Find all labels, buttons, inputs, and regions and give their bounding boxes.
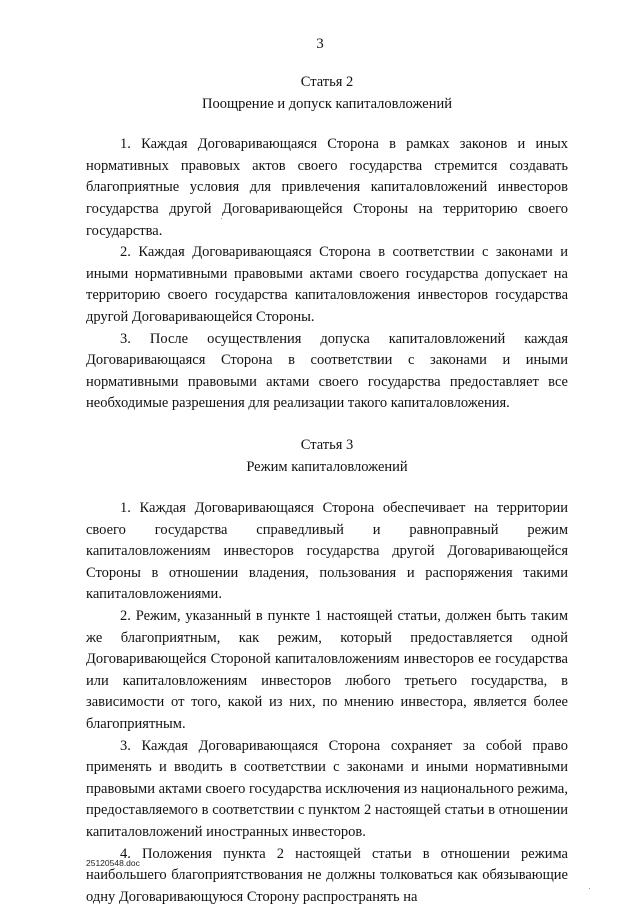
article-3-heading xyxy=(86,435,568,478)
article-2-paragraph-1: 1. Каждая Договаривающаяся Сторона в рамках законов и иных нормативных правовых актов своего государства стремится создавать благоприятные условия для привлечения капиталовложений инвесторов государства другой Договаривающейся Стороны на территорию своего государства. xyxy=(86,136,568,239)
article-2-title: Поощрение и допуск капиталовложений xyxy=(201,95,452,112)
article-2-paragraph-2: 2. Каждая Договаривающаяся Сторона в соответствии с законами и иными нормативными правовыми актами своего государства допускает на территорию своего государства капиталовложения инвесторов государства другой Договаривающейся Стороны. xyxy=(86,244,568,325)
article-3-title: Режим капиталовложений xyxy=(246,458,408,475)
scan-speck xyxy=(589,888,590,889)
article-3-paragraph-2: 2. Режим, указанный в пункте 1 настоящей статьи, должен быть таким же благоприятным, как режим, который предоставляется одной Договаривающейся Стороной капиталовложениям инвесторов ее государства или капиталовложениям инвесторов любого третьего государства, в зависимости от того, какой из них, по мнению инвестора, является более благоприятным. xyxy=(86,608,568,733)
page-number: 3 xyxy=(316,36,324,52)
article-2-number: Статья 2 xyxy=(300,74,354,90)
document-file-code: 25120548.doc xyxy=(86,858,140,868)
article-2-heading xyxy=(86,72,568,115)
scan-speck xyxy=(221,218,222,219)
document-body xyxy=(86,72,568,908)
article-3-paragraph-3: 3. Каждая Договаривающаяся Сторона сохраняет за собой право применять и вводить в соответствии с законами и иными нормативными правовыми актами своего государства исключения из национального режима, предоставляемого в соответствии с пунктом 2 настоящей статьи в отношении капиталовложений иностранных инвесторов. xyxy=(86,737,568,840)
article-2-paragraph-3: 3. После осуществления допуска капиталовложений каждая Договаривающаяся Сторона в соответствии с законами и иными нормативными правовыми актами своего государства предоставляет все необходимые разрешения для реализации такого капиталовложения. xyxy=(86,330,568,412)
article-3-paragraph-1: 1. Каждая Договаривающаяся Сторона обеспечивает на территории своего государства справедливый и равноправный режим капиталовложениям инвесторов государства другой Договаривающейся Стороны в отношении владения, пользования и распоряжения такими капиталовложениями. xyxy=(86,500,568,603)
article-3-number: Статья 3 xyxy=(300,436,354,453)
article-3-paragraph-4: 4. Положения пункта 2 настоящей статьи в отношении режима наибольшего благоприятствования не должны толковаться как обязывающие одну Договаривающуюся Сторону распространять на xyxy=(86,845,568,905)
